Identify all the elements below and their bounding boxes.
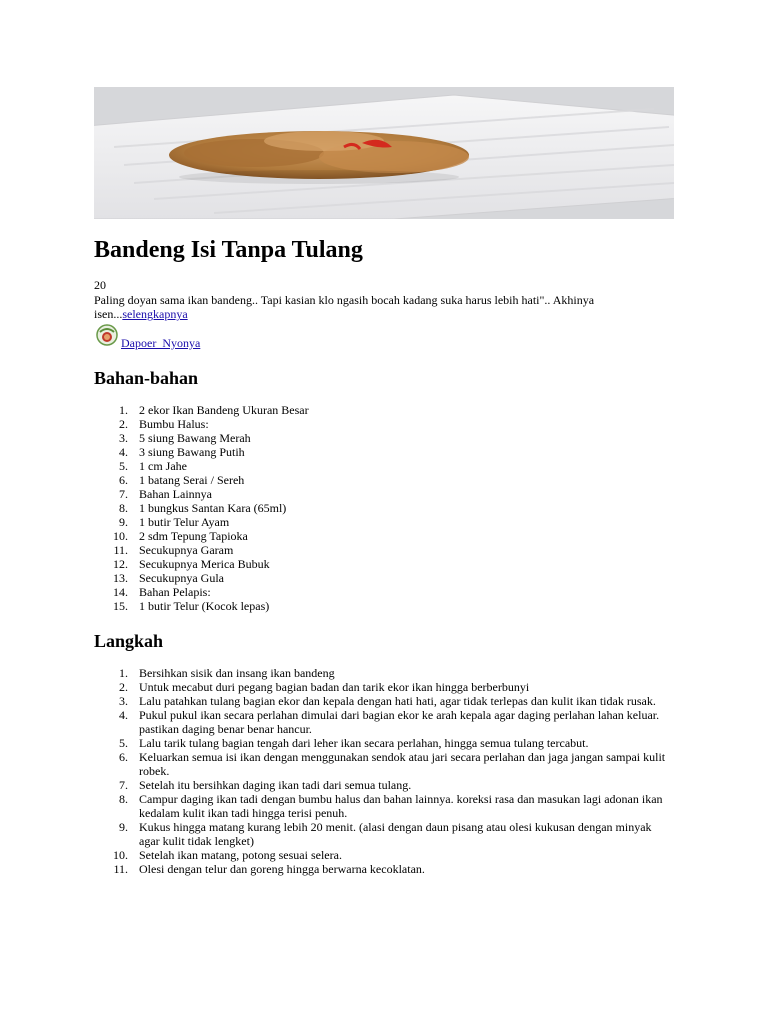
ingredient-item (94, 515, 394, 529)
ingredient-text: 3 siung Bawang Putih (139, 445, 245, 459)
ingredient-number: 9. (119, 515, 128, 529)
step-item (94, 694, 669, 708)
ingredient-item (94, 473, 394, 487)
step-item (94, 778, 669, 792)
ingredient-number: 11. (113, 543, 128, 557)
ingredient-number: 5. (119, 459, 128, 473)
step-text: Bersihkan sisik dan insang ikan bandeng (139, 666, 335, 680)
step-item (94, 820, 669, 848)
ingredient-number: 8. (119, 501, 128, 515)
ingredient-item (94, 459, 394, 473)
step-text: Keluarkan semua isi ikan dengan menggunakan sendok atau jari secara perlahan dan jaga jangan sampai kulit robek. (139, 750, 666, 778)
steps-list (94, 666, 669, 876)
step-number: 1. (119, 666, 128, 680)
ingredient-number: 15. (113, 599, 128, 613)
ingredient-number: 14. (113, 585, 128, 599)
ingredient-text: 1 bungkus Santan Kara (65ml) (139, 501, 287, 515)
step-number: 6. (119, 750, 128, 764)
step-text: Pukul pukul ikan secara perlahan dimulai dari bagian ekor ke arah kepala agar daging perlahan lahan keluar. pastikan daging benar benar hancur. (139, 708, 660, 736)
avatar-icon (96, 324, 118, 346)
step-number: 2. (119, 680, 128, 694)
ingredient-number: 12. (113, 557, 128, 571)
ingredient-number: 10. (113, 529, 128, 543)
ingredient-text: 2 sdm Tepung Tapioka (139, 529, 248, 543)
fried-milkfish-photo (94, 87, 674, 219)
step-text: Campur daging ikan tadi dengan bumbu halus dan bahan lainnya. koreksi rasa dan masukan lagi adonan ikan kedalam kulit ikan tadi hingga terisi penuh. (139, 792, 663, 820)
ingredient-item (94, 403, 394, 417)
ingredient-number: 4. (119, 445, 128, 459)
step-number: 5. (119, 736, 128, 750)
step-item (94, 848, 669, 862)
step-item (94, 708, 669, 736)
ingredient-item (94, 501, 394, 515)
ingredient-item (94, 445, 394, 459)
ingredient-item (94, 543, 394, 557)
recipe-description (94, 293, 654, 321)
step-text: Setelah itu bersihkan daging ikan tadi dari semua tulang. (139, 778, 412, 792)
step-text: Lalu patahkan tulang bagian ekor dan kepala dengan hati hati, agar tidak terlepas dan kulit ikan tidak rusak. (139, 694, 656, 708)
ingredients-list (94, 403, 394, 613)
step-text: Untuk mecabut duri pegang bagian badan dan tarik ekor ikan hingga berberbunyi (139, 680, 530, 694)
ingredient-text: Bahan Lainnya (139, 487, 212, 501)
steps-heading: Langkah (94, 631, 164, 651)
ingredient-number: 2. (119, 417, 128, 431)
step-item (94, 750, 669, 778)
step-number: 9. (119, 820, 128, 834)
ingredient-text: Bumbu Halus: (139, 417, 209, 431)
ingredient-item (94, 487, 394, 501)
ingredient-item (94, 599, 394, 613)
author-link[interactable]: Dapoer_Nyonya (121, 336, 201, 350)
ingredient-text: 2 ekor Ikan Bandeng Ukuran Besar (139, 403, 309, 417)
step-item (94, 792, 669, 820)
step-number: 10. (113, 848, 128, 862)
ingredient-text: 5 siung Bawang Merah (139, 431, 251, 445)
ingredient-number: 1. (119, 403, 128, 417)
ingredient-text: 1 butir Telur (Kocok lepas) (139, 599, 270, 613)
step-text: Setelah ikan matang, potong sesuai selera. (139, 848, 342, 862)
step-text: Lalu tarik tulang bagian tengah dari leher ikan secara perlahan, hingga semua tulang tercabut. (139, 736, 589, 750)
ingredient-number: 13. (113, 571, 128, 585)
ingredient-item (94, 557, 394, 571)
ingredient-number: 6. (119, 473, 128, 487)
ingredient-text: Secukupnya Merica Bubuk (139, 557, 270, 571)
author-avatar[interactable] (96, 324, 118, 346)
step-text: Kukus hingga matang kurang lebih 20 menit. (alasi dengan daun pisang atau olesi kukusan dengan minyak agar kulit tidak lengket) (139, 820, 652, 848)
ingredient-text: 1 batang Serai / Sereh (139, 473, 245, 487)
step-number: 11. (113, 862, 128, 876)
ingredient-text: 1 cm Jahe (139, 459, 187, 473)
ingredient-item (94, 417, 394, 431)
ingredient-number: 3. (119, 431, 128, 445)
step-number: 8. (119, 792, 128, 806)
recipe-title: Bandeng Isi Tanpa Tulang (94, 237, 363, 263)
ingredient-item (94, 431, 394, 445)
step-text: Olesi dengan telur dan goreng hingga berwarna kecoklatan. (139, 862, 425, 876)
ingredient-item (94, 571, 394, 585)
recipe-hero-image (94, 87, 674, 219)
step-item (94, 666, 669, 680)
ingredient-text: Secukupnya Gula (139, 571, 224, 585)
ingredient-text: Secukupnya Garam (139, 543, 234, 557)
ingredients-heading: Bahan-bahan (94, 368, 199, 388)
step-item (94, 736, 669, 750)
step-number: 7. (119, 778, 128, 792)
step-number: 4. (119, 708, 128, 722)
step-item (94, 680, 669, 694)
ingredient-number: 7. (119, 487, 128, 501)
ingredient-item (94, 529, 394, 543)
ingredient-text: Bahan Pelapis: (139, 585, 211, 599)
description-text: Paling doyan sama ikan bandeng.. Tapi kasian klo ngasih bocah kadang suka harus lebih hati".. Akhinya isen... (94, 293, 595, 321)
step-item (94, 862, 669, 876)
likes-count: 20 (94, 278, 106, 292)
read-more-link[interactable]: selengkapnya (122, 307, 188, 321)
ingredient-text: 1 butir Telur Ayam (139, 515, 230, 529)
step-number: 3. (119, 694, 128, 708)
ingredient-item (94, 585, 394, 599)
